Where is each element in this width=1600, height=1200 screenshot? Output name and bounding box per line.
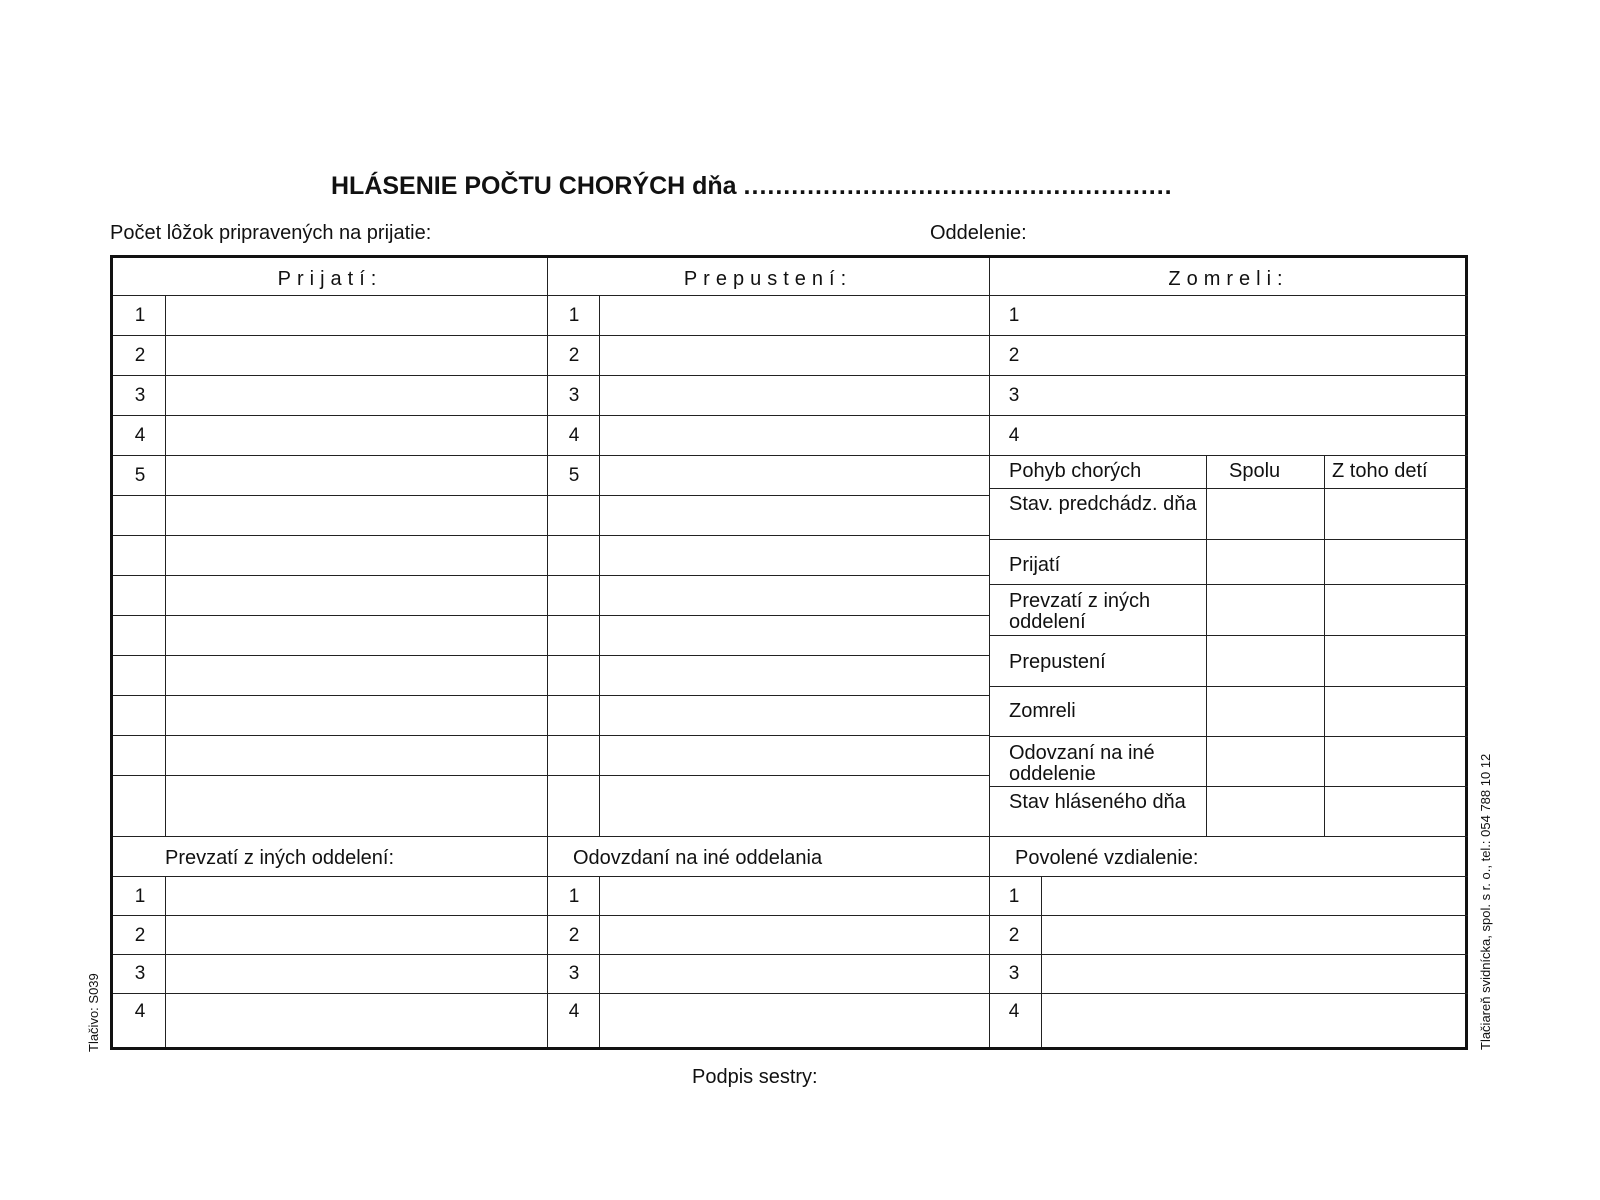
row-number: 4 <box>568 1001 580 1022</box>
movement-row-label: Prevzatí z iných oddelení <box>1009 590 1151 633</box>
movement-header-children: Z toho detí <box>1332 460 1428 482</box>
form-title <box>331 172 1173 201</box>
divider <box>989 539 1468 540</box>
divider <box>989 635 1468 636</box>
divider <box>113 375 989 376</box>
row-number: 1 <box>568 886 580 907</box>
row-number: 3 <box>1008 963 1020 984</box>
column-header-admitted: Prijatí: <box>277 268 383 290</box>
divider <box>989 686 1468 687</box>
department-label: Oddelenie: <box>930 222 1027 244</box>
row-number: 1 <box>1008 886 1020 907</box>
signature-label: Podpis sestry: <box>692 1066 818 1088</box>
divider <box>113 775 989 776</box>
form-title-text: HLÁSENIE POČTU CHORÝCH dňa <box>331 172 737 200</box>
divider <box>599 295 600 836</box>
divider <box>599 876 600 1047</box>
divider <box>989 258 990 1047</box>
divider <box>113 836 1468 837</box>
divider <box>113 615 989 616</box>
row-number: 4 <box>134 425 146 446</box>
section-transferred-out: Odovzdaní na iné oddelania <box>573 847 823 869</box>
divider <box>1324 455 1325 836</box>
movement-row-label: Stav hláseného dňa <box>1009 791 1186 813</box>
report-table <box>110 255 1468 1050</box>
divider <box>113 495 989 496</box>
row-number: 1 <box>134 305 146 326</box>
printer-info: Tlačiareň svidnícka, spol. s r. o., tel.: 054 788 10 12 <box>1478 753 1493 1050</box>
row-number: 4 <box>1008 425 1020 446</box>
divider <box>165 876 166 1047</box>
row-number: 2 <box>1008 345 1020 366</box>
row-number: 3 <box>568 385 580 406</box>
section-leave-permitted: Povolené vzdialenie: <box>1015 847 1199 869</box>
row-number: 3 <box>134 385 146 406</box>
movement-row-label: Stav. predchádz. dňa <box>1009 493 1197 515</box>
row-number: 4 <box>1008 1001 1020 1022</box>
section-transferred-in: Prevzatí z iných oddelení: <box>165 847 395 869</box>
row-number: 4 <box>134 1001 146 1022</box>
divider <box>989 488 1468 489</box>
row-number: 4 <box>568 425 580 446</box>
divider <box>989 375 1468 376</box>
divider <box>989 736 1468 737</box>
row-number: 2 <box>568 925 580 946</box>
divider <box>989 335 1468 336</box>
divider <box>113 655 989 656</box>
row-number: 1 <box>568 305 580 326</box>
divider <box>989 455 1468 456</box>
divider <box>989 415 1468 416</box>
row-number: 5 <box>134 465 146 486</box>
column-header-deceased: Zomreli: <box>1168 268 1289 290</box>
beds-label: Počet lôžok pripravených na prijatie: <box>110 222 432 244</box>
divider <box>113 335 989 336</box>
date-fill-line[interactable]: ...................................................... <box>743 172 1173 200</box>
divider <box>113 954 1468 955</box>
movement-row-label: Odovzaní na iné oddelenie <box>1009 742 1155 785</box>
form-code: Tlačivo: S039 <box>86 973 101 1052</box>
divider <box>113 575 989 576</box>
row-number: 1 <box>134 886 146 907</box>
divider <box>113 535 989 536</box>
divider <box>1206 455 1207 836</box>
divider <box>547 258 548 1047</box>
divider <box>113 455 989 456</box>
movement-row-label: Zomreli <box>1009 700 1076 722</box>
movement-row-label: Prepustení <box>1009 651 1106 673</box>
row-number: 5 <box>568 465 580 486</box>
divider <box>113 695 989 696</box>
divider <box>113 415 989 416</box>
row-number: 2 <box>134 925 146 946</box>
divider <box>1041 876 1042 1047</box>
movement-header-total: Spolu <box>1229 460 1281 482</box>
divider <box>989 295 1468 296</box>
divider <box>989 786 1468 787</box>
divider <box>989 584 1468 585</box>
row-number: 3 <box>134 963 146 984</box>
divider <box>113 876 1468 877</box>
row-number: 2 <box>1008 925 1020 946</box>
row-number: 3 <box>1008 385 1020 406</box>
column-header-discharged: Prepustení: <box>683 268 853 290</box>
divider <box>113 735 989 736</box>
movement-row-label: Prijatí <box>1009 554 1061 576</box>
movement-header-label: Pohyb chorých <box>1009 460 1142 482</box>
divider <box>113 993 1468 994</box>
divider <box>165 295 166 836</box>
row-number: 2 <box>568 345 580 366</box>
divider <box>113 915 1468 916</box>
row-number: 3 <box>568 963 580 984</box>
row-number: 2 <box>134 345 146 366</box>
row-number: 1 <box>1008 305 1020 326</box>
divider <box>113 295 989 296</box>
